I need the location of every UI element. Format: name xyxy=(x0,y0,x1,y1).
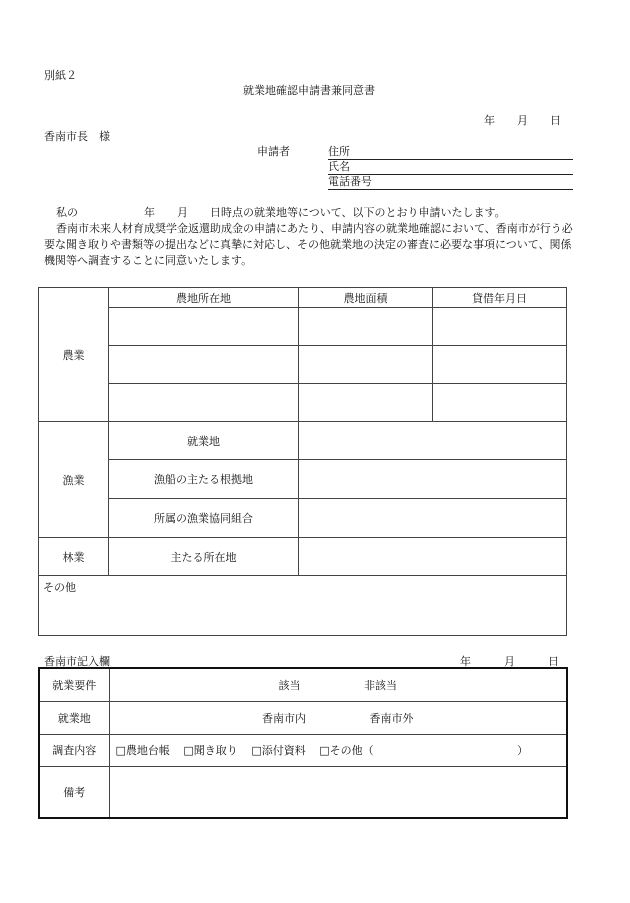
forestry-location-cell[interactable] xyxy=(299,538,567,576)
applicant-phone-field[interactable] xyxy=(328,173,573,190)
col-header-farmland-location: 農地所在地 xyxy=(109,288,299,308)
farmland-area-cell[interactable] xyxy=(299,308,433,346)
check-interview[interactable]: □聞き取り xyxy=(183,744,238,757)
phone-label: 電話番号 xyxy=(328,175,372,188)
option-outside-city[interactable]: 香南市外 xyxy=(369,711,414,725)
agriculture-label: 農業 xyxy=(39,288,109,422)
forestry-location-label: 主たる所在地 xyxy=(109,538,299,576)
remarks-label: 備考 xyxy=(39,766,109,818)
col-header-farmland-area: 農地面積 xyxy=(299,288,433,308)
applicant-label: 申請者 xyxy=(257,145,290,158)
fishing-boat-base-cell[interactable] xyxy=(299,460,567,499)
farmland-location-cell[interactable] xyxy=(109,346,299,384)
farmland-area-cell[interactable] xyxy=(299,384,433,422)
remarks-cell[interactable] xyxy=(109,766,567,818)
option-inside-city[interactable]: 香南市内 xyxy=(262,711,306,725)
investigation-label: 調査内容 xyxy=(39,734,109,766)
fishery-workplace-cell[interactable] xyxy=(299,422,567,460)
lease-date-cell[interactable] xyxy=(433,384,567,422)
close-paren: ） xyxy=(517,744,529,757)
name-label: 氏名 xyxy=(328,160,350,173)
option-not-applicable[interactable]: 非該当 xyxy=(364,678,397,692)
lease-date-cell[interactable] xyxy=(433,308,567,346)
check-other[interactable]: □その他（ xyxy=(319,744,374,757)
check-farmland-register[interactable]: □農地台帳 xyxy=(115,744,170,757)
fishery-cooperative-label: 所属の漁業協同組合 xyxy=(109,499,299,538)
workplace-options xyxy=(109,701,567,734)
option-applicable[interactable]: 該当 xyxy=(278,678,301,692)
addressee: 香南市長 様 xyxy=(44,130,110,143)
other-label: その他 xyxy=(43,581,76,594)
requirement-label: 就業要件 xyxy=(39,668,109,701)
fishery-workplace-label: 就業地 xyxy=(109,422,299,460)
workplace-label: 就業地 xyxy=(39,701,109,734)
farmland-location-cell[interactable] xyxy=(109,308,299,346)
fishery-cooperative-cell[interactable] xyxy=(299,499,567,538)
fishing-boat-base-label: 漁船の主たる根拠地 xyxy=(109,460,299,499)
page-title: 就業地確認申請書兼同意書 xyxy=(243,84,375,97)
check-attached-docs[interactable]: □添付資料 xyxy=(251,744,306,757)
employment-info-table xyxy=(38,287,567,636)
requirement-options xyxy=(109,668,567,701)
other-cell[interactable] xyxy=(39,576,567,636)
date-line: 年 月 日 xyxy=(484,114,561,127)
statement-line-2: 香南市未来人材育成奨学金返還助成金の申請にあたり、申請内容の就業地確認において、香南市が行う必要な聞き取りや書類等の提出などに真摯に対応し、その他就業地の決定の審査に必要な事項について、関係機関等へ調査することに同意いたします。 xyxy=(44,222,573,267)
statement-line-1: 私の 年 月 日時点の就業地等について、以下のとおり申請いたします。 xyxy=(56,206,506,219)
forestry-label: 林業 xyxy=(39,538,109,576)
office-use-label: 香南市記入欄 xyxy=(44,655,110,668)
attachment-number: 別紙２ xyxy=(44,69,77,82)
office-use-table xyxy=(38,667,568,819)
fishery-label: 漁業 xyxy=(39,422,109,538)
statement-paragraph xyxy=(44,205,574,269)
investigation-options xyxy=(109,734,567,766)
address-label: 住所 xyxy=(328,145,350,158)
office-date-line: 年 月 日 xyxy=(460,655,559,668)
lease-date-cell[interactable] xyxy=(433,346,567,384)
farmland-area-cell[interactable] xyxy=(299,346,433,384)
col-header-lease-date: 貸借年月日 xyxy=(433,288,567,308)
farmland-location-cell[interactable] xyxy=(109,384,299,422)
